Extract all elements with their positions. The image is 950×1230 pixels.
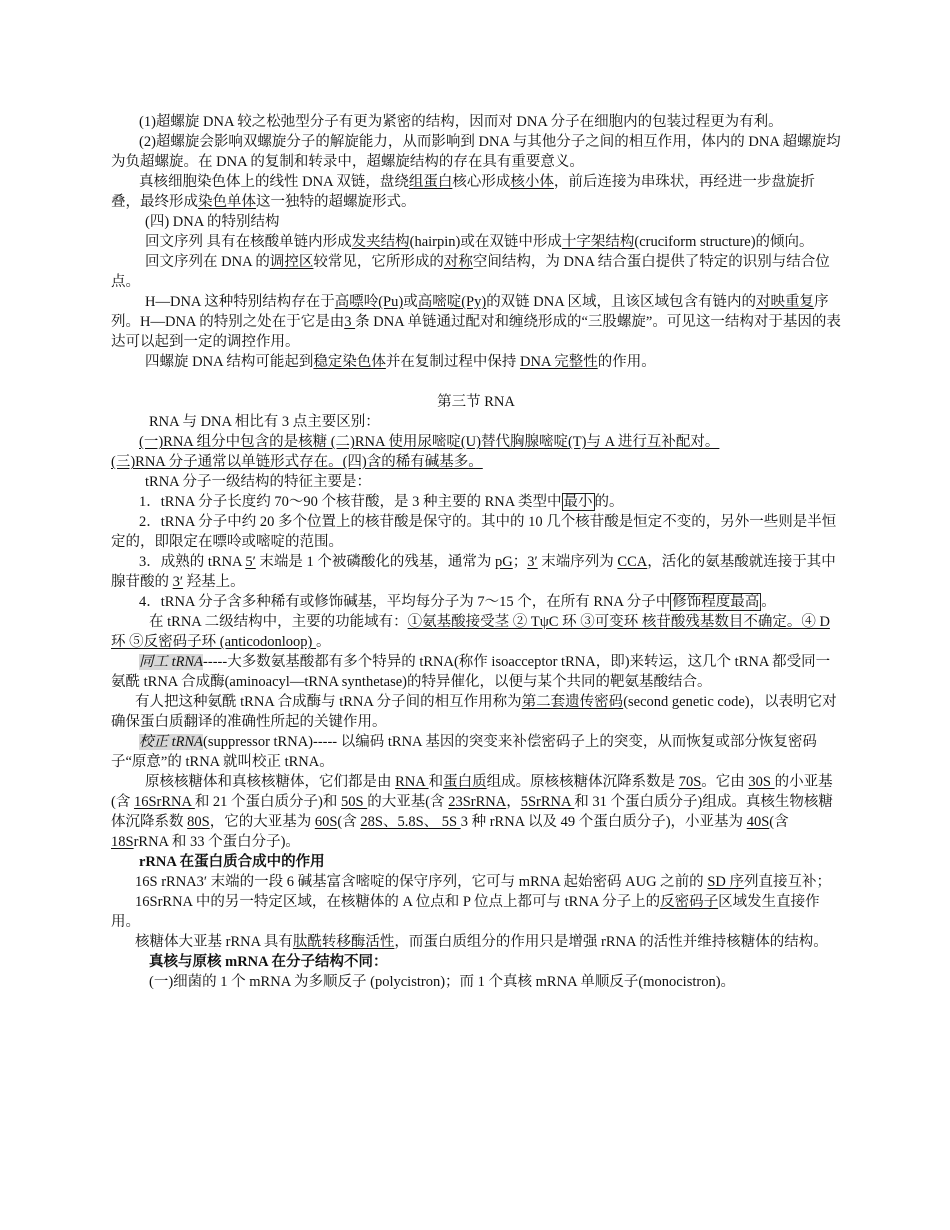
paragraph: RNA 与 DNA 相比有 3 点主要区别： bbox=[149, 414, 380, 430]
underlined-term: 18S bbox=[111, 834, 134, 850]
underlined-term: 40S bbox=[746, 814, 770, 830]
list-item: 2．tRNA 分子中约 20 多个位置上的核苷酸是保守的。其中的 10 几个核苷酸是恒定不变的，另外一些则是半恒定的，即限定在嘌呤或嘧啶的范围。 bbox=[111, 514, 837, 550]
underlined-term: 23SrRNA bbox=[448, 794, 507, 810]
underlined-term: (三)RNA 分子通常以单链形式存在。(四)含的稀有碱基多。 bbox=[111, 454, 483, 470]
paragraph bbox=[111, 432, 841, 452]
underlined-term: SD 序 bbox=[707, 874, 744, 890]
highlighted-term: 校正 tRNA bbox=[139, 734, 204, 750]
list-item: 1．tRNA 分子长度约 70～90 个核苷酸，是 3 种主要的 RNA 类型中 最小 的。 bbox=[139, 494, 624, 510]
highlighted-term: 同工 tRNA bbox=[139, 654, 204, 670]
underlined-term: 对映重复 bbox=[756, 294, 815, 310]
underlined-term: 30S bbox=[748, 774, 775, 790]
paragraph: (一)细菌的 1 个 mRNA 为多顺反子 (polycistron)；而 1 个真核 mRNA 单顺反子(monocistron)。 bbox=[149, 974, 736, 990]
underlined-term: 60S bbox=[314, 814, 338, 830]
chapter-title: 第三节 RNA bbox=[437, 394, 515, 410]
paragraph: 原核核糖体和真核核糖体，它们都是由 RNA 和蛋白质组成。原核核糖体沉降系数是 70S。它由 30S 的小亚基(含 16SrRNA 和 21 个蛋白质分子)和 50S 的大亚基(含 23SrRNA，5SrRNA 和 31 个蛋白质分子)组成。真核生物核糖体沉降系数 80S，它的大亚基为 60S(含 28S、5.8S、 5S 3 种 rRNA 以及 49 个蛋白质分子)，小亚基为 40S(含 18SrRNA 和 33 个蛋白分子)。 bbox=[111, 774, 833, 850]
underlined-term: 5′ bbox=[245, 554, 256, 570]
paragraph: 同工 tRNA-----大多数氨基酸都有多个特异的 tRNA(称作 isoacceptor tRNA，即)来转运，这几个 tRNA 都受同一氨酰 tRNA 合成酶(aminoacyl—tRNA synthetase)的特异催化，以便与某个共同的靶氨基酸结合。 bbox=[111, 654, 831, 690]
underlined-term: ①氨基酸接受茎 ② TψC 环 ③可变环 核苷酸残基数目不确定。④ D 环 ⑤反密码子环 (anticodonloop) bbox=[111, 614, 830, 650]
underlined-term: 16SrRNA bbox=[133, 794, 195, 810]
underlined-term: 第二套遗传密码 bbox=[521, 694, 624, 710]
underlined-term: 3′ bbox=[527, 554, 538, 570]
boxed-term: 修饰程度最高 bbox=[672, 594, 760, 610]
underlined-term: pG bbox=[495, 554, 513, 570]
underlined-term: 蛋白质 bbox=[443, 774, 487, 790]
underlined-term: (一)RNA 组分中包含的是核糖 (二)RNA 使用尿嘧啶(U)替代胸腺嘧啶(T)与 A 进行互补配对。 bbox=[139, 434, 720, 450]
paragraph: 回文序列在 DNA 的调控区较常见，它所形成的对称空间结构，为 DNA 结合蛋白提供了特定的识别与结合位点。 bbox=[111, 254, 830, 290]
paragraph: 在 tRNA 二级结构中，主要的功能域有：①氨基酸接受茎 ② TψC 环 ③可变环 核苷酸残基数目不确定。④ D 环 ⑤反密码子环 (anticodonloop) 。 bbox=[111, 614, 830, 650]
underlined-term: 染色单体 bbox=[198, 194, 256, 210]
paragraph: 真核细胞染色体上的线性 DNA 双链，盘绕组蛋白核心形成核小体，前后连接为串珠状，再经进一步盘旋折叠，最终形成染色单体这一独特的超螺旋形式。 bbox=[111, 174, 815, 210]
underlined-term: 稳定染色体 bbox=[313, 354, 386, 370]
paragraph: 有人把这种氨酰 tRNA 合成酶与 tRNA 分子间的相互作用称为第二套遗传密码(second genetic code)，以表明它对确保蛋白质翻译的准确性所起的关键作用。 bbox=[111, 694, 837, 730]
underlined-term: 调控区 bbox=[269, 254, 314, 270]
section-heading: rRNA 在蛋白质合成中的作用 bbox=[139, 854, 325, 870]
paragraph: 回文序列 具有在核酸单链内形成发夹结构(hairpin)或在双链中形成十字架结构(cruciform structure)的倾向。 bbox=[145, 234, 814, 250]
underlined-term: 70S bbox=[678, 774, 702, 790]
paragraph: (2)超螺旋会影响双螺旋分子的解旋能力，从而影响到 DNA 与其他分子之间的相互作用，体内的 DNA 超螺旋均为负超螺旋。在 DNA 的复制和转录中，超螺旋结构的存在具有重要意义。 bbox=[111, 134, 841, 170]
list-item: 4．tRNA 分子含多种稀有或修饰碱基，平均每分子为 7～15 个，在所有 RNA 分子中 修饰程度最高 。 bbox=[139, 594, 776, 610]
paragraph: 四螺旋 DNA 结构可能起到稳定染色体并在复制过程中保持 DNA 完整性的作用。 bbox=[145, 354, 656, 370]
paragraph bbox=[111, 452, 841, 472]
section-heading: (四) DNA 的特别结构 bbox=[145, 214, 280, 230]
paragraph: 校正 tRNA(suppressor tRNA)----- 以编码 tRNA 基因的突变来补偿密码子上的突变，从而恢复或部分恢复密码子“原意”的 tRNA 就叫校正 tRNA。 bbox=[111, 734, 817, 770]
paragraph: tRNA 分子一级结构的特征主要是： bbox=[145, 474, 371, 490]
underlined-term: 十字架结构 bbox=[561, 234, 635, 250]
underlined-term: 50S bbox=[341, 794, 368, 810]
paragraph: H—DNA 这种特别结构存在于高嘌呤(Pu)或高嘧啶(Py)的双链 DNA 区域，且该区域包含有链内的对映重复序列。H—DNA 的特别之处在于它是由3 条 DNA 单链通过配对和缠绕形成的“三股螺旋”。可见这一结构对于基因的表达可以起到一定的调控作用。 bbox=[111, 294, 841, 350]
paragraph: 16S rRNA3′ 末端的一段 6 碱基富含嘧啶的保守序列，它可与 mRNA 起始密码 AUG 之前的 SD 序列直接互补； bbox=[135, 874, 831, 890]
underlined-term: 高嘌呤(Pu) bbox=[334, 294, 404, 310]
underlined-term: 发夹结构 bbox=[351, 234, 410, 250]
underlined-term: DNA 完整性 bbox=[520, 354, 598, 370]
underlined-term: 高嘧啶(Py) bbox=[417, 294, 487, 310]
list-item: 3．成熟的 tRNA 5′ 末端是 1 个被磷酸化的残基，通常为 pG；3′ 末端序列为 CCA，活化的氨基酸就连接于其中腺苷酸的 3′ 羟基上。 bbox=[111, 554, 836, 590]
underlined-term: 组蛋白 bbox=[408, 174, 453, 190]
paragraph: (1)超螺旋 DNA 较之松弛型分子有更为紧密的结构，因而对 DNA 分子在细胞内的包装过程更为有利。 bbox=[139, 114, 783, 130]
boxed-term: 最小 bbox=[563, 494, 593, 510]
underlined-term: 核小体 bbox=[510, 174, 554, 190]
underlined-term: 3 bbox=[344, 314, 356, 330]
underlined-term: 反密码子 bbox=[660, 894, 719, 910]
underlined-term: RNA bbox=[395, 774, 429, 790]
underlined-term: 5SrRNA bbox=[520, 794, 575, 810]
document-body bbox=[111, 112, 841, 992]
underlined-term: CCA bbox=[617, 554, 648, 570]
underlined-term: 28S、5.8S、 5S bbox=[360, 814, 461, 830]
underlined-term: 80S bbox=[187, 814, 210, 830]
paragraph: 核糖体大亚基 rRNA 具有肽酰转移酶活性，而蛋白质组分的作用只是增强 rRNA 的活性并维持核糖体的结构。 bbox=[135, 934, 828, 950]
section-heading: 真核与原核 mRNA 在分子结构不同： bbox=[149, 954, 388, 970]
underlined-term: 3′ bbox=[172, 574, 184, 590]
paragraph: 16SrRNA 中的另一特定区域，在核糖体的 A 位点和 P 位点上都可与 tRNA 分子上的反密码子区域发生直接作用。 bbox=[111, 894, 820, 930]
underlined-term: 对称 bbox=[443, 254, 473, 270]
underlined-term: 肽酰转移酶活性 bbox=[292, 934, 395, 950]
